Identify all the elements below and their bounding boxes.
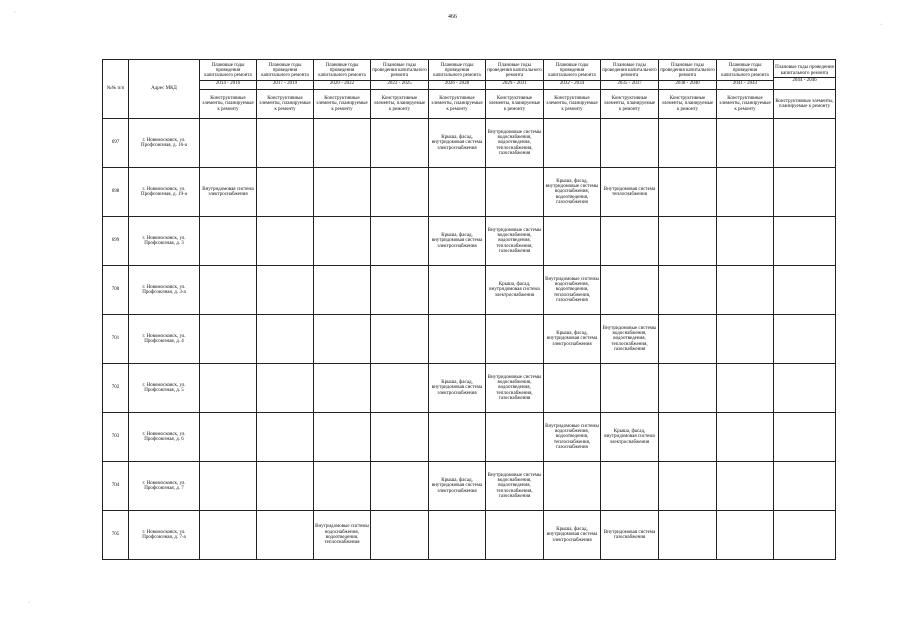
column-header-elements: Конструктивные элементы, планируемые к ремонту (200, 90, 257, 119)
repair-elements-cell (774, 119, 836, 168)
repair-elements-cell (257, 168, 314, 217)
repair-elements-cell (774, 217, 836, 266)
column-header-elements: Конструктивные элементы, планируемые к ремонту (544, 90, 601, 119)
period-title: Плановые годы проведения капитального ремонта (433, 62, 481, 79)
repair-elements-cell (659, 315, 717, 364)
repair-elements-text: Внутридомовые системы водоснабжения, водоотведения, теплоснабжения, газоснабжения (487, 374, 542, 401)
repair-elements-cell (601, 119, 659, 168)
repair-elements-cell (257, 119, 314, 168)
period-title: Плановые годы проведения капитального ремонта (548, 62, 596, 79)
period-range: 2038 - 2040 (659, 80, 716, 87)
repair-elements-text: Внутридомовые системы водоснабжения, водоотведения, теплоснабжения, газоснабжения (487, 129, 542, 156)
row-address: г. Новомосковск, ул. Профсоюзная, д. 5 (129, 364, 200, 413)
repair-elements-cell (601, 462, 659, 511)
row-number: 701 (103, 315, 129, 364)
column-header-period (371, 60, 429, 90)
repair-elements-cell (601, 217, 659, 266)
period-range: 2032 - 2034 (544, 80, 600, 87)
repair-elements-cell (774, 266, 836, 315)
repair-elements-cell (257, 315, 314, 364)
repair-elements-cell (200, 511, 257, 560)
repair-elements-cell (371, 413, 429, 462)
column-header-elements: Конструктивные элементы, планируемые к ремонту (717, 90, 774, 119)
table-header (103, 60, 836, 119)
period-range: 2020 - 2022 (314, 80, 370, 87)
row-number: 703 (103, 413, 129, 462)
repair-elements-cell (486, 364, 544, 413)
repair-elements-cell (257, 266, 314, 315)
repair-elements-cell (544, 462, 601, 511)
repair-elements-cell (717, 413, 774, 462)
column-header-elements: Конструктивные элементы, планируемые к ремонту (659, 90, 717, 119)
scan-mark: · (28, 600, 30, 606)
repair-elements-cell (371, 119, 429, 168)
row-number: 698 (103, 168, 129, 217)
table-row (103, 462, 836, 511)
table-row (103, 217, 836, 266)
repair-elements-cell (314, 119, 371, 168)
repair-elements-cell (200, 315, 257, 364)
repair-elements-text: Внутридомовые системы водоснабжения, водоотведения, теплоснабжения (315, 524, 369, 546)
column-header-address: Адрес МКД (129, 60, 200, 119)
column-header-period (486, 60, 544, 90)
column-header-period (717, 60, 774, 90)
repair-elements-cell (659, 462, 717, 511)
repair-elements-cell (314, 315, 371, 364)
scan-mark: · (880, 22, 882, 28)
table-body (103, 119, 836, 560)
row-address: г. Новомосковск, ул. Профсоюзная, д. 6 (129, 413, 200, 462)
column-header-elements: Конструктивные элементы, планируемые к ремонту (601, 90, 659, 119)
repair-elements-text: Крыша, фасад, внутридомовая система электроснабжения (431, 380, 483, 396)
repair-elements-cell (429, 511, 486, 560)
repair-elements-cell (544, 511, 601, 560)
repair-elements-cell (371, 168, 429, 217)
repair-elements-cell (717, 119, 774, 168)
period-title: Плановые годы проведения капитального ремонта (775, 65, 834, 76)
period-range: 2014 - 2016 (200, 80, 256, 87)
repair-elements-cell (429, 266, 486, 315)
period-range: 2044 - 2046 (774, 77, 835, 84)
repair-elements-cell (371, 315, 429, 364)
repair-elements-cell (200, 266, 257, 315)
row-number: 704 (103, 462, 129, 511)
repair-elements-cell (486, 119, 544, 168)
repair-elements-cell (717, 217, 774, 266)
repair-elements-cell (774, 364, 836, 413)
period-title: Плановые годы проведения капитального ремонта (602, 62, 657, 79)
row-address: г. Новомосковск, ул. Профсоюзная, д. 19-а (129, 168, 200, 217)
table-row (103, 266, 836, 315)
repair-elements-cell (717, 364, 774, 413)
column-header-elements: Конструктивные элементы, планируемые к ремонту (774, 90, 836, 119)
repair-elements-cell (429, 168, 486, 217)
column-header-elements: Конструктивные элементы, планируемые к ремонту (314, 90, 371, 119)
table-row (103, 168, 836, 217)
repair-elements-cell (601, 511, 659, 560)
repair-elements-text: Внутридомовые системы водоснабжения, водоотведения, теплоснабжения, газоснабжения (487, 227, 542, 254)
period-title: Плановые годы проведения капитального ремонта (487, 62, 542, 79)
repair-elements-cell (257, 217, 314, 266)
repair-elements-cell (429, 413, 486, 462)
repair-elements-cell (429, 462, 486, 511)
repair-elements-text: Крыша, фасад, внутридомовая система электроснабжения (431, 233, 483, 249)
period-range: 2023 - 2025 (371, 80, 428, 87)
row-number: 700 (103, 266, 129, 315)
scan-mark: · (14, 10, 16, 16)
repair-elements-cell (486, 168, 544, 217)
repair-elements-cell (659, 511, 717, 560)
repair-elements-cell (717, 266, 774, 315)
repair-elements-cell (601, 168, 659, 217)
repair-elements-cell (659, 413, 717, 462)
table-row (103, 413, 836, 462)
row-address: г. Новомосковск, ул. Профсоюзная, д. 16-а (129, 119, 200, 168)
repair-elements-cell (601, 266, 659, 315)
row-number: 705 (103, 511, 129, 560)
table-row (103, 511, 836, 560)
repair-elements-cell (429, 315, 486, 364)
period-range: 2035 - 2037 (601, 80, 658, 87)
row-address: г. Новомосковск, ул. Профсоюзная, д. 7 (129, 462, 200, 511)
period-title: Плановые годы проведения капитального ремонта (204, 62, 252, 79)
repair-elements-cell (774, 462, 836, 511)
repair-elements-cell (314, 217, 371, 266)
repair-elements-cell (257, 413, 314, 462)
row-number: 702 (103, 364, 129, 413)
repair-elements-text: Крыша, фасад, внутридомовая система электроснабжения (431, 478, 483, 494)
repair-elements-cell (544, 364, 601, 413)
header-row-periods (103, 60, 836, 90)
repair-elements-cell (257, 364, 314, 413)
repair-elements-cell (486, 462, 544, 511)
row-address: г. Новомосковск, ул. Профсоюзная, д. 3 (129, 217, 200, 266)
repair-elements-cell (486, 315, 544, 364)
table-row (103, 315, 836, 364)
period-title: Плановые годы проведения капитального ремонта (318, 62, 366, 79)
repair-elements-text: Внутридомовые системы водоснабжения, водоотведения, теплоснабжения, газоснабжения (602, 325, 657, 352)
column-header-period (429, 60, 486, 90)
header-row-elements (103, 90, 836, 119)
repair-elements-text: Крыша, фасад, внутридомовые системы водоснабжения, водоотведения, газоснабжения (545, 178, 599, 205)
capital-repair-schedule-table (102, 59, 836, 560)
repair-elements-cell (486, 266, 544, 315)
repair-elements-cell (200, 217, 257, 266)
repair-elements-cell (774, 315, 836, 364)
repair-elements-text: Внутридомовые системы водоснабжения, водоотведения, теплоснабжения, газоснабжения (487, 472, 542, 499)
repair-elements-cell (429, 364, 486, 413)
repair-elements-cell (314, 511, 371, 560)
page-number: 466 (448, 14, 457, 20)
repair-elements-cell (544, 217, 601, 266)
repair-elements-text: Внутридомовая система теплоснабжения (603, 186, 656, 197)
column-header-elements: Конструктивные элементы, планируемые к ремонту (486, 90, 544, 119)
repair-elements-cell (544, 413, 601, 462)
repair-elements-cell (659, 119, 717, 168)
column-header-number: №№ п/п (103, 60, 129, 119)
repair-elements-cell (257, 511, 314, 560)
repair-elements-text: Крыша, фасад, внутридомовая система электроснабжения (431, 135, 483, 151)
period-title: Плановые годы проведения капитального ремонта (721, 62, 769, 79)
repair-elements-text: Внутридомовая система электроснабжения (202, 186, 254, 197)
column-header-period (774, 60, 836, 90)
repair-elements-cell (200, 168, 257, 217)
column-header-elements: Конструктивные элементы, планируемые к ремонту (371, 90, 429, 119)
repair-elements-cell (601, 364, 659, 413)
repair-elements-cell (544, 266, 601, 315)
repair-elements-cell (314, 168, 371, 217)
repair-elements-cell (544, 119, 601, 168)
repair-elements-cell (659, 266, 717, 315)
repair-elements-cell (200, 364, 257, 413)
repair-elements-cell (429, 217, 486, 266)
period-range: 2029 - 2031 (486, 80, 543, 87)
repair-elements-text: Крыша, фасад, внутридомовая система электроснабжения (489, 282, 540, 298)
repair-elements-text: Крыша, фасад, внутридомовая система электроснабжения (546, 331, 598, 347)
row-address: г. Новомосковск, ул. Профсоюзная, д. 4 (129, 315, 200, 364)
repair-elements-cell (371, 462, 429, 511)
row-number: 699 (103, 217, 129, 266)
column-header-period (257, 60, 314, 90)
repair-elements-cell (601, 315, 659, 364)
period-title: Плановые годы проведения капитального ремонта (660, 62, 715, 79)
repair-elements-cell (717, 462, 774, 511)
repair-elements-cell (200, 462, 257, 511)
repair-elements-cell (774, 511, 836, 560)
row-address: г. Новомосковск, ул. Профсоюзная, д. 7-а (129, 511, 200, 560)
period-title: Плановые годы проведения капитального ремонта (261, 62, 309, 79)
repair-elements-text: Внутридомовые системы водоснабжения, водоотведения, теплоснабжения, газоснабжения (545, 423, 599, 450)
table-row (103, 119, 836, 168)
period-range: 2026 - 2028 (429, 80, 485, 87)
repair-elements-cell (717, 315, 774, 364)
repair-elements-cell (314, 462, 371, 511)
repair-elements-text: Внутридомовые системы водоснабжения, водоотведения, теплоснабжения, газоснабжения (545, 276, 599, 303)
column-header-period (314, 60, 371, 90)
repair-elements-cell (774, 168, 836, 217)
repair-elements-cell (371, 511, 429, 560)
repair-elements-cell (601, 413, 659, 462)
repair-elements-cell (314, 364, 371, 413)
table-row (103, 364, 836, 413)
repair-elements-cell (371, 266, 429, 315)
row-number: 697 (103, 119, 129, 168)
column-header-period (544, 60, 601, 90)
repair-elements-cell (314, 413, 371, 462)
repair-elements-cell (429, 119, 486, 168)
repair-elements-cell (717, 168, 774, 217)
repair-elements-text: Внутридомовая система газоснабжения (603, 529, 656, 540)
repair-elements-cell (544, 315, 601, 364)
period-range: 2041 - 2043 (717, 80, 773, 87)
repair-elements-cell (200, 119, 257, 168)
row-address: г. Новомосковск, ул. Профсоюзная, д. 3-а (129, 266, 200, 315)
repair-elements-cell (774, 413, 836, 462)
period-title: Плановые годы проведения капитального ремонта (372, 62, 427, 79)
column-header-elements: Конструктивные элементы, планируемые к ремонту (257, 90, 314, 119)
repair-elements-text: Крыша, фасад, внутридомовая система электроснабжения (604, 429, 655, 445)
column-header-period (200, 60, 257, 90)
repair-elements-cell (659, 168, 717, 217)
repair-elements-cell (717, 511, 774, 560)
repair-elements-cell (659, 364, 717, 413)
repair-elements-cell (544, 168, 601, 217)
repair-elements-cell (486, 413, 544, 462)
column-header-period (601, 60, 659, 90)
column-header-elements: Конструктивные элементы, планируемые к ремонту (429, 90, 486, 119)
repair-elements-cell (257, 462, 314, 511)
repair-elements-cell (371, 364, 429, 413)
repair-elements-cell (659, 217, 717, 266)
repair-elements-cell (371, 217, 429, 266)
repair-elements-cell (314, 266, 371, 315)
repair-elements-cell (200, 413, 257, 462)
repair-elements-text: Крыша, фасад, внутридомовая система электроснабжения (546, 527, 598, 543)
period-range: 2017 - 2019 (257, 80, 313, 87)
repair-elements-cell (486, 217, 544, 266)
column-header-period (659, 60, 717, 90)
repair-elements-cell (486, 511, 544, 560)
